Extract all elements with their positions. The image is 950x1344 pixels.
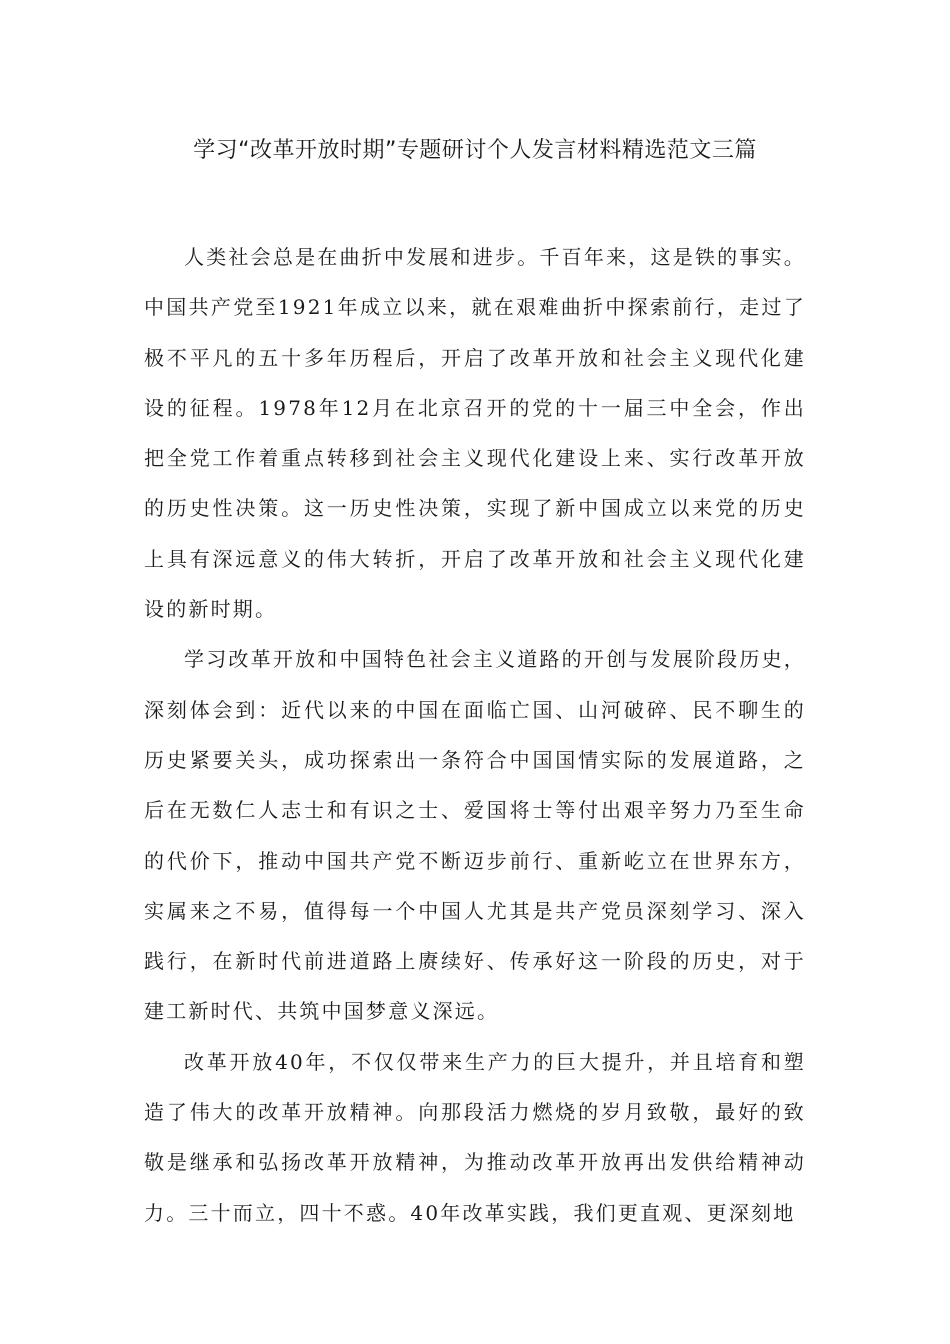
paragraph-2: 学习改革开放和中国特色社会主义道路的开创与发展阶段历史，深刻体会到：近代以来的中国在面临亡国、山河破碎、民不聊生的历史紧要关头，成功探索出一条符合中国国情实际的发展道路，之后在无数仁人志士和有识之士、爱国将士等付出艰辛努力乃至生命的代价下，推动中国共产党不断迈步前行、重新屹立在世界东方，实属来之不易，值得每一个中国人尤其是共产党员深刻学习、深入践行，在新时代前进道路上赓续好、传承好这一阶段的历史，对于建工新时代、共筑中国梦意义深远。 — [144, 647, 806, 1024]
document-body — [144, 232, 806, 1238]
paragraph-3: 改革开放40年，不仅仅带来生产力的巨大提升，并且培育和塑造了伟大的改革开放精神。向那段活力燃烧的岁月致敬，最好的致敬是继承和弘扬改革开放精神，为推动改革开放再出发供给精神动力。三十而立，四十不惑。40年改革实践，我们更直观、更深刻地 — [144, 1049, 806, 1225]
paragraph-1: 人类社会总是在曲折中发展和进步。千百年来，这是铁的事实。中国共产党至1921年成立以来，就在艰难曲折中探索前行，走过了极不平凡的五十多年历程后，开启了改革开放和社会主义现代化建设的征程。1978年12月在北京召开的党的十一届三中全会，作出把全党工作着重点转移到社会主义现代化建设上来、实行改革开放的历史性决策。这一历史性决策，实现了新中国成立以来党的历史上具有深远意义的伟大转折，开启了改革开放和社会主义现代化建设的新时期。 — [144, 245, 806, 622]
document-title: 学习“改革开放时期”专题研讨个人发言材料精选范文三篇 — [193, 138, 757, 163]
